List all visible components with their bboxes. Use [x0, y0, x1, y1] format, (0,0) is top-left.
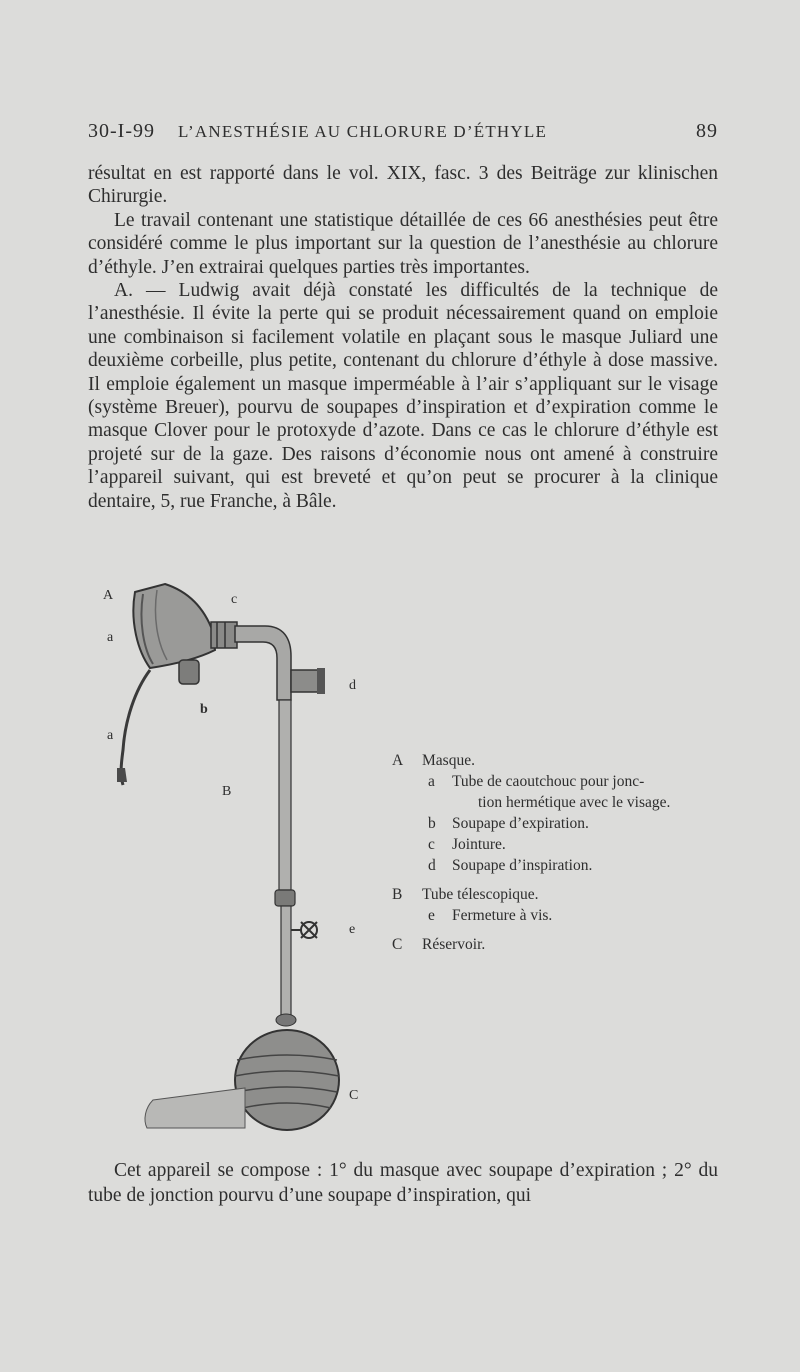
page-number: 89	[696, 120, 718, 142]
legend-item	[392, 905, 722, 926]
legend-item	[392, 855, 722, 876]
legend-item	[392, 884, 722, 905]
legend-item	[392, 934, 722, 955]
legend-key: B	[392, 886, 403, 903]
paragraph: résultat en est rapporté dans le vol. XIX, fasc. 3 des Beiträge zur klinischen Chirurgie.	[88, 163, 718, 208]
legend-text: Soupape d’expiration.	[452, 815, 589, 832]
legend-key: d	[428, 857, 436, 874]
paragraph: Le travail contenant une statistique détaillée de ces 66 anesthésies peut être considéré comme le plus important sur la question de l’anesthésie au chlorure d’éthyle. J’en extrairai quelques parties très importantes.	[88, 209, 718, 278]
label-C: C	[349, 1088, 359, 1103]
legend-key: A	[392, 752, 404, 769]
running-header	[88, 120, 718, 150]
legend-text: Fermeture à vis.	[452, 907, 553, 924]
legend-text: Jointure.	[452, 836, 506, 853]
legend-key: b	[428, 815, 436, 832]
label-B: B	[222, 784, 232, 799]
legend-text: Tube de caoutchouc pour jonc-	[452, 773, 645, 790]
legend-item	[392, 834, 722, 855]
label-a-top: a	[107, 630, 114, 645]
body-text	[88, 162, 718, 513]
legend-item	[392, 750, 722, 771]
label-e: e	[349, 922, 356, 937]
legend-key: C	[392, 936, 403, 953]
apparatus-illustration	[95, 580, 425, 1140]
label-b: b	[200, 702, 208, 717]
figure-legend	[392, 750, 722, 955]
legend-item	[392, 813, 722, 834]
header-date: 30-I-99	[88, 120, 155, 142]
legend-text: Tube télescopique.	[422, 886, 539, 903]
legend-text: Soupape d’inspiration.	[452, 857, 593, 874]
label-d: d	[349, 678, 356, 693]
label-A: A	[103, 588, 114, 603]
label-a-left: a	[107, 728, 114, 743]
label-c: c	[231, 592, 238, 607]
paragraph: Cet appareil se compose : 1° du masque avec soupape d’expiration ; 2° du tube de jonction pourvu d’une soupape d’inspiration, qui	[88, 1160, 718, 1206]
header-title: L’ANESTHÉSIE AU CHLORURE D’ÉTHYLE	[178, 122, 548, 141]
apparatus-figure	[95, 580, 425, 1140]
legend-key: c	[428, 836, 435, 853]
closing-text	[88, 1158, 718, 1208]
legend-key: a	[428, 773, 435, 790]
legend-key: e	[428, 907, 435, 924]
legend-item	[392, 771, 722, 792]
legend-text: tion hermétique avec le visage.	[478, 794, 671, 811]
paragraph: A. — Ludwig avait déjà constaté les difficultés de la technique de l’anesthésie. Il évite la perte qui se produit nécessairement quand on emploie une combinaison si facilement volatile en plaçant sous le masque Juliard une deuxième corbeille, plus petite, contenant du chlorure d’éthyle à dose massive. Il emploie également un masque imperméable à l’air s’appliquant sur le visage (système Breuer), pourvu de soupapes d’inspiration et d’expiration comme le masque Clover pour le protoxyde d’azote. Dans ce cas le chlorure d’éthyle est projeté sur de la gaze. Des raisons d’économie nous ont amené à construire l’appareil suivant, qui est breveté et qu’on peut se procurer à la clinique dentaire, 5, rue Franche, à Bâle.	[88, 280, 718, 512]
legend-item-continuation	[392, 792, 722, 813]
legend-text: Masque.	[422, 752, 475, 769]
legend-text: Réservoir.	[422, 936, 486, 953]
